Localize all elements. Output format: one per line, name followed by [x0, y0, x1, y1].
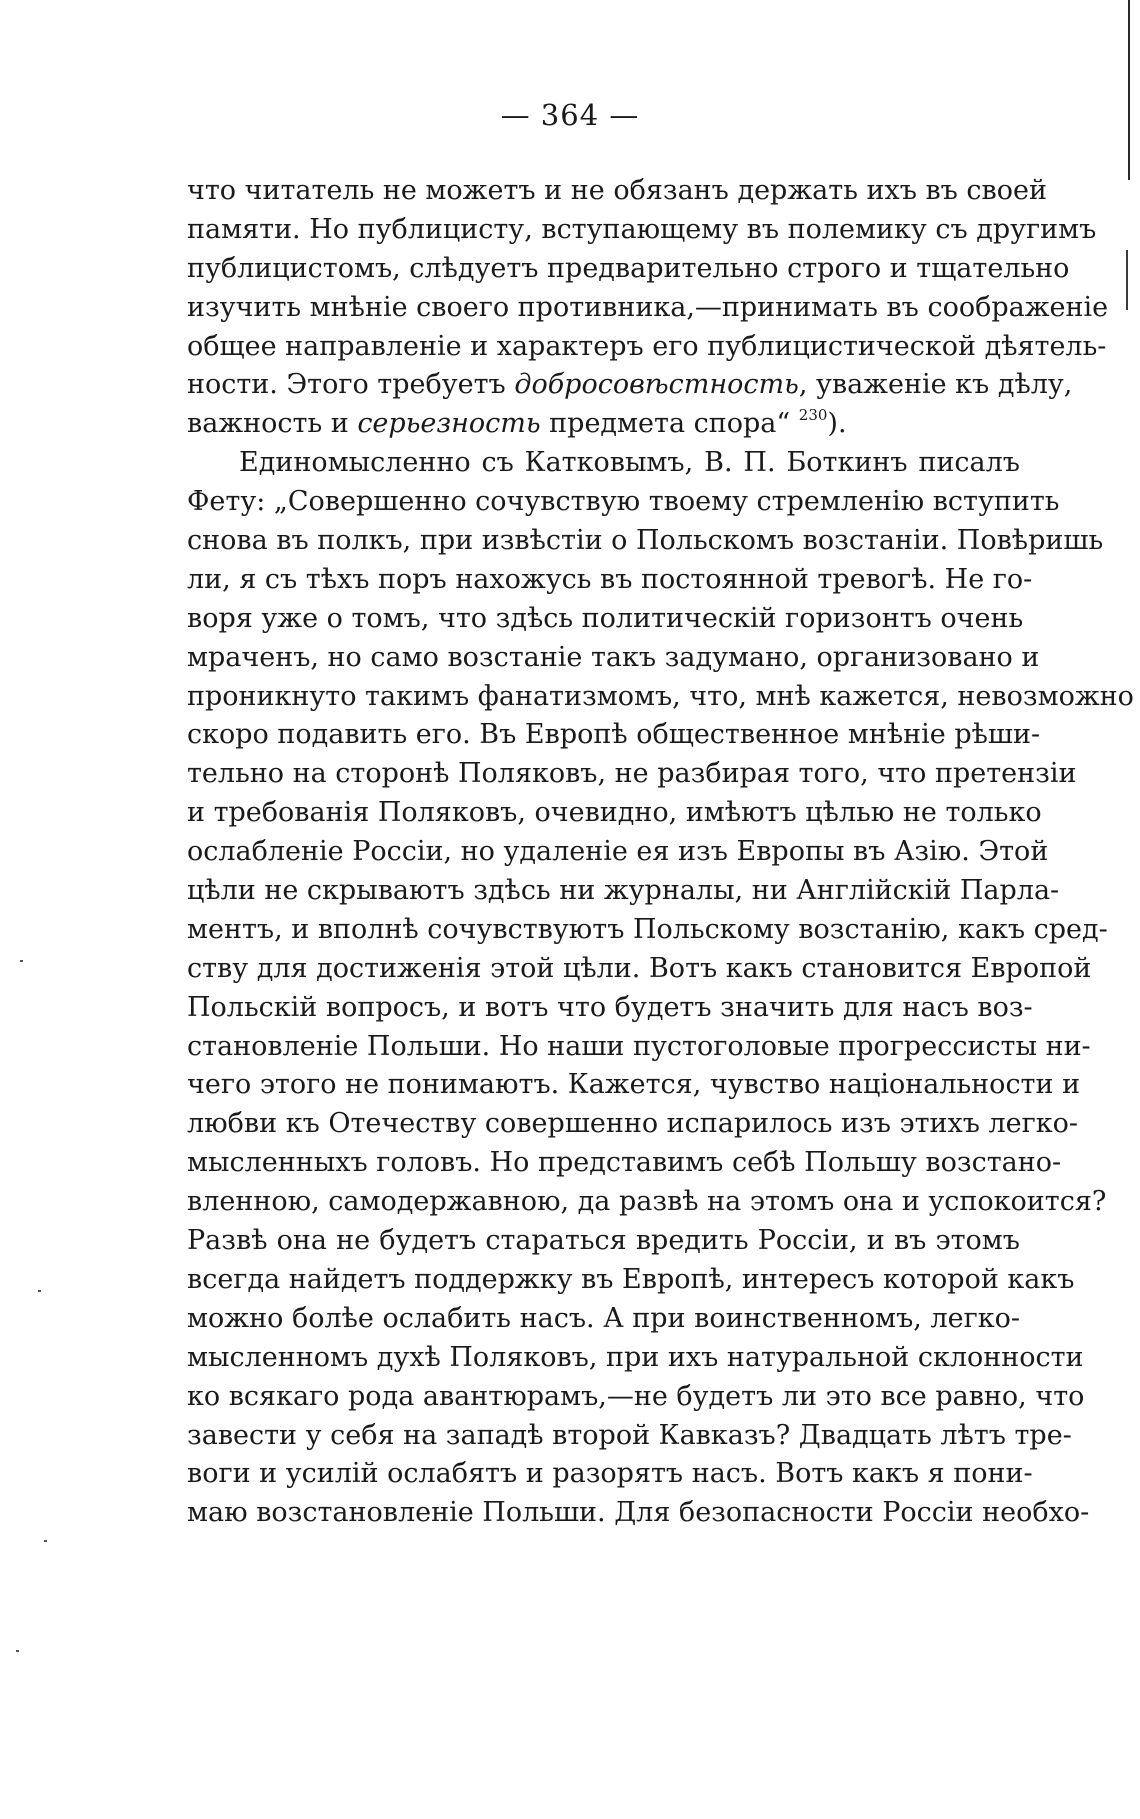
text-line: воря уже о томъ, что здѣсь политическій горизонтъ очень: [187, 602, 1024, 634]
scan-edge-mark: [1128, 0, 1130, 180]
text-line: тельно на сторонѣ Поляковъ, не разбирая того, что претензіи: [187, 758, 1077, 790]
text-line: мысленномъ духѣ Поляковъ, при ихъ натуральной склонности: [187, 1341, 1084, 1373]
text-line: проникнуто такимъ фанатизмомъ, что, мнѣ кажется, невозможно: [187, 680, 1134, 712]
text-line: маю возстановленіе Польши. Для безопасности Россіи необхо-: [187, 1497, 1090, 1529]
text-line: ослабленіе Россіи, но удаленіе ея изъ Европы въ Азію. Этой: [187, 836, 1049, 868]
text-line: цѣли не скрываютъ здѣсь ни журналы, ни Англійскій Парла-: [187, 875, 1060, 907]
text-line: общее направленіе и характеръ его публицистической дѣятель-: [187, 330, 1107, 362]
text-line: Единомысленно съ Катковымъ, В. П. Боткинъ писалъ: [239, 447, 1020, 479]
text-line: вленною, самодержавною, да развѣ на этомъ она и успокоится?: [187, 1186, 1107, 1218]
text-line: становленіе Польши. Но наши пустоголовые прогрессисты ни-: [187, 1030, 1091, 1062]
scan-speck: [44, 1540, 47, 1542]
text-line: скоро подавить его. Въ Европѣ общественное мнѣніе рѣши-: [187, 719, 1041, 751]
page-body: [187, 172, 1134, 1533]
text-line: ментъ, и вполнѣ сочувствуютъ Польскому возстанію, какъ сред-: [187, 913, 1108, 945]
text-line: Развѣ она не будетъ стараться вредить Россіи, и въ этомъ: [187, 1225, 1020, 1257]
text-line: снова въ полкъ, при извѣстіи о Польскомъ возстаніи. Повѣришь: [187, 525, 1104, 557]
text-line: [187, 366, 1073, 405]
text-run: ).: [827, 408, 847, 440]
text-line: Фету: „Совершенно сочувствую твоему стремленію вступить: [187, 486, 1060, 518]
text-line: всегда найдетъ поддержку въ Европѣ, интересъ которой какъ: [187, 1263, 1075, 1295]
italic-term: серьезность: [357, 408, 541, 440]
text-line: мысленныхъ головъ. Но представимъ себѣ Польшу возстано-: [187, 1147, 1062, 1179]
text-line: публицистомъ, слѣдуетъ предварительно строго и тщательно: [187, 252, 1070, 284]
text-line: чего этого не понимаютъ. Кажется, чувство національности и: [187, 1069, 1081, 1101]
scan-speck: [38, 1290, 41, 1292]
text-line: ству для достиженія этой цѣли. Вотъ какъ становится Европой: [187, 952, 1092, 984]
text-line: мраченъ, но само возстаніе такъ задумано, организовано и: [187, 641, 1040, 673]
scan-speck: [20, 960, 23, 962]
text-run: предмета спора“: [540, 408, 799, 440]
text-line: можно болѣе ослабить насъ. А при воинственномъ, легко-: [187, 1302, 1020, 1334]
text-line: памяти. Но публицисту, вступающему въ полемику съ другимъ: [187, 213, 1097, 245]
text-line: завести у себя на западѣ второй Кавказъ? Двадцать лѣтъ тре-: [187, 1419, 1072, 1451]
text-run: , уваженіе къ дѣлу,: [798, 369, 1073, 401]
text-line: изучить мнѣніе своего противника,—принимать въ соображеніе: [187, 291, 1109, 323]
text-line: ко всякаго рода авантюрамъ,—не будетъ ли это все равно, что: [187, 1380, 1085, 1412]
text-line: любви къ Отечеству совершенно испарилось изъ этихъ легко-: [187, 1108, 1079, 1140]
text-run: ности. Этого требуетъ: [187, 369, 515, 401]
scan-edge-mark-lower: [1126, 250, 1128, 310]
text-run: важность и: [187, 408, 358, 440]
footnote-ref: 230: [798, 406, 828, 425]
text-line: ли, я съ тѣхъ поръ нахожусь въ постоянной тревогѣ. Не го-: [187, 563, 1033, 595]
text-line: [187, 405, 1020, 444]
page-number: — 364 —: [500, 98, 640, 132]
text-line: и требованія Поляковъ, очевидно, имѣютъ цѣлью не только: [187, 797, 1042, 829]
text-line: воги и усилій ослабятъ и разорятъ насъ. Вотъ какъ я пони-: [187, 1458, 1033, 1490]
scan-speck: [16, 1650, 19, 1652]
text-line: Польскій вопросъ, и вотъ что будетъ значить для насъ воз-: [187, 991, 1033, 1023]
text-line: что читатель не можетъ и не обязанъ держать ихъ въ своей: [187, 175, 1047, 206]
italic-term: добросовѣстность: [514, 369, 799, 401]
